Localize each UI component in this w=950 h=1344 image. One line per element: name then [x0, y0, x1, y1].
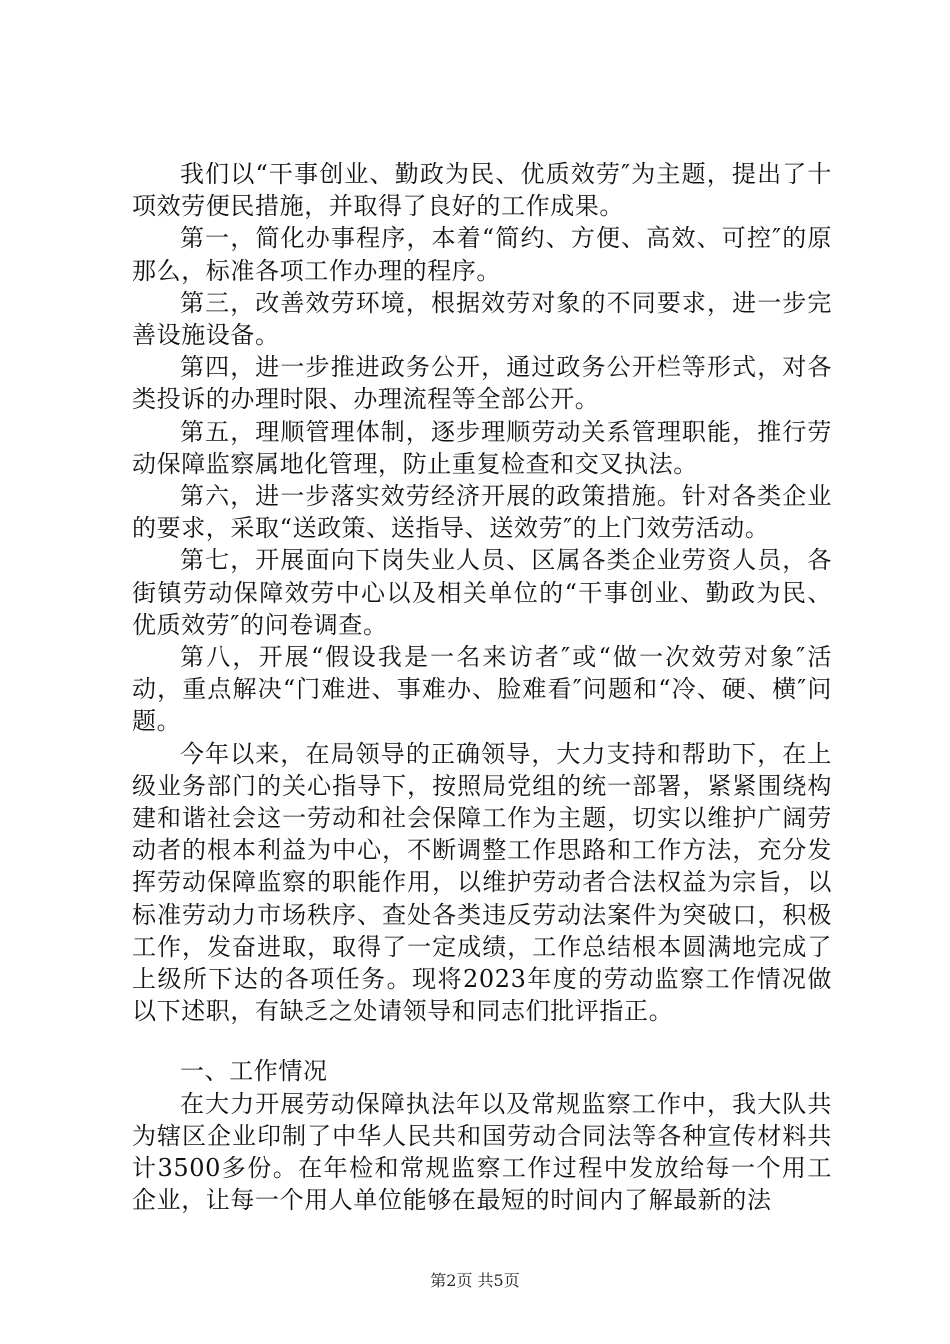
paragraph-spacer: [132, 1027, 832, 1055]
page-number-footer: 第2页 共5页: [430, 1271, 520, 1290]
paragraph-measure-1: 第一，简化办事程序，本着“简约、方便、高效、可控″的原那么，标准各项工作办理的程序。: [132, 224, 832, 285]
paragraph-measure-8: 第八，开展“假设我是一名来访者″或“做一次效劳对象″活动，重点解决“门难进、事难办、脸难看″问题和“冷、硬、横″问题。: [132, 643, 832, 736]
paragraph-intro: 我们以“干事创业、勤政为民、优质效劳″为主题，提出了十项效劳便民措施，并取得了良好的工作成果。: [132, 160, 832, 221]
paragraph-measure-6: 第六，进一步落实效劳经济开展的政策措施。针对各类企业的要求，采取“送政策、送指导、送效劳″的上门效劳活动。: [132, 482, 832, 543]
paragraph-work-status: 在大力开展劳动保障执法年以及常规监察工作中，我大队共为辖区企业印制了中华人民共和国劳动合同法等各种宣传材料共计3500多份。在年检和常规监察工作过程中发放给每一个用工企业，让每一个用人单位能够在最短的时间内了解最新的法: [132, 1089, 832, 1215]
document-body: [132, 158, 832, 1217]
paragraph-measure-5: 第五，理顺管理体制，逐步理顺劳动关系管理职能，推行劳动保障监察属地化管理，防止重复检查和交叉执法。: [132, 417, 832, 478]
paragraph-measure-4: 第四，进一步推进政务公开，通过政务公开栏等形式，对各类投诉的办理时限、办理流程等全部公开。: [132, 353, 832, 414]
paragraph-measure-3: 第三，改善效劳环境，根据效劳对象的不同要求，进一步完善设施设备。: [132, 288, 832, 350]
paragraph-measure-7: 第七，开展面向下岗失业人员、区属各类企业劳资人员，各街镇劳动保障效劳中心以及相关单位的“干事创业、勤政为民、优质效劳″的问卷调查。: [132, 546, 832, 639]
paragraph-annual-summary: 今年以来，在局领导的正确领导，大力支持和帮助下，在上级业务部门的关心指导下，按照局党组的统一部署，紧紧围绕构建和谐社会这一劳动和社会保障工作为主题，切实以维护广阔劳动者的根本利益为中心，不断调整工作思路和工作方法，充分发挥劳动保障监察的职能作用，以维护劳动者合法权益为宗旨，以标准劳动力市场秩序、查处各类违反劳动法案件为突破口，积极工作，发奋进取，取得了一定成绩，工作总结根本圆满地完成了上级所下达的各项任务。现将2023年度的劳动监察工作情况做以下述职，有缺乏之处请领导和同志们批评指正。: [132, 739, 832, 1026]
section-heading-work-status: 一、工作情况: [180, 1057, 328, 1086]
